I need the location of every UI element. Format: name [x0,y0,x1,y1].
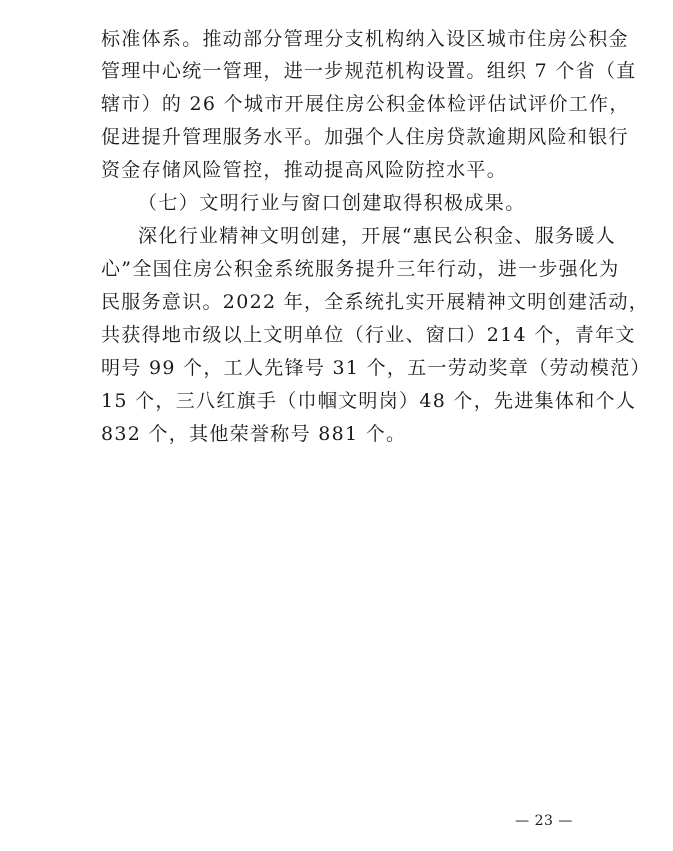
paragraph-line-4: 促进提升管理服务水平。加强个人住房贷款逾期风险和银行 [101,126,629,148]
paragraph-line-5: 资金存储风险管控，推动提高风险防控水平。 [101,159,508,181]
paragraph-line-10: 明号 99 个，工人先锋号 31 个，五一劳动奖章（劳动模范） [101,357,651,379]
paragraph-line-8: 民服务意识。2022 年，全系统扎实开展精神文明创建活动， [101,291,650,313]
paragraph-line-11: 15 个，三八红旗手（巾帼文明岗）48 个，先进集体和个人 [101,390,637,412]
paragraph-line-9: 共获得地市级以上文明单位（行业、窗口）214 个，青年文 [101,324,636,346]
paragraph-line-3: 辖市）的 26 个城市开展住房公积金体检评估试评价工作， [101,93,630,115]
section-heading: （七）文明行业与窗口创建取得积极成果。 [138,192,526,214]
paragraph-line-2: 管理中心统一管理，进一步规范机构设置。组织 7 个省（直 [101,60,637,82]
paragraph-line-12: 832 个，其他荣誉称号 881 个。 [101,423,407,445]
paragraph-line-7: 心”全国住房公积金系统服务提升三年行动，进一步强化为 [101,258,620,280]
paragraph-line-1: 标准体系。推动部分管理分支机构纳入设区城市住房公积金 [101,28,629,50]
page-number: — 23 — [515,813,573,829]
paragraph-line-6: 深化行业精神文明创建，开展“惠民公积金、服务暖人 [138,225,616,247]
